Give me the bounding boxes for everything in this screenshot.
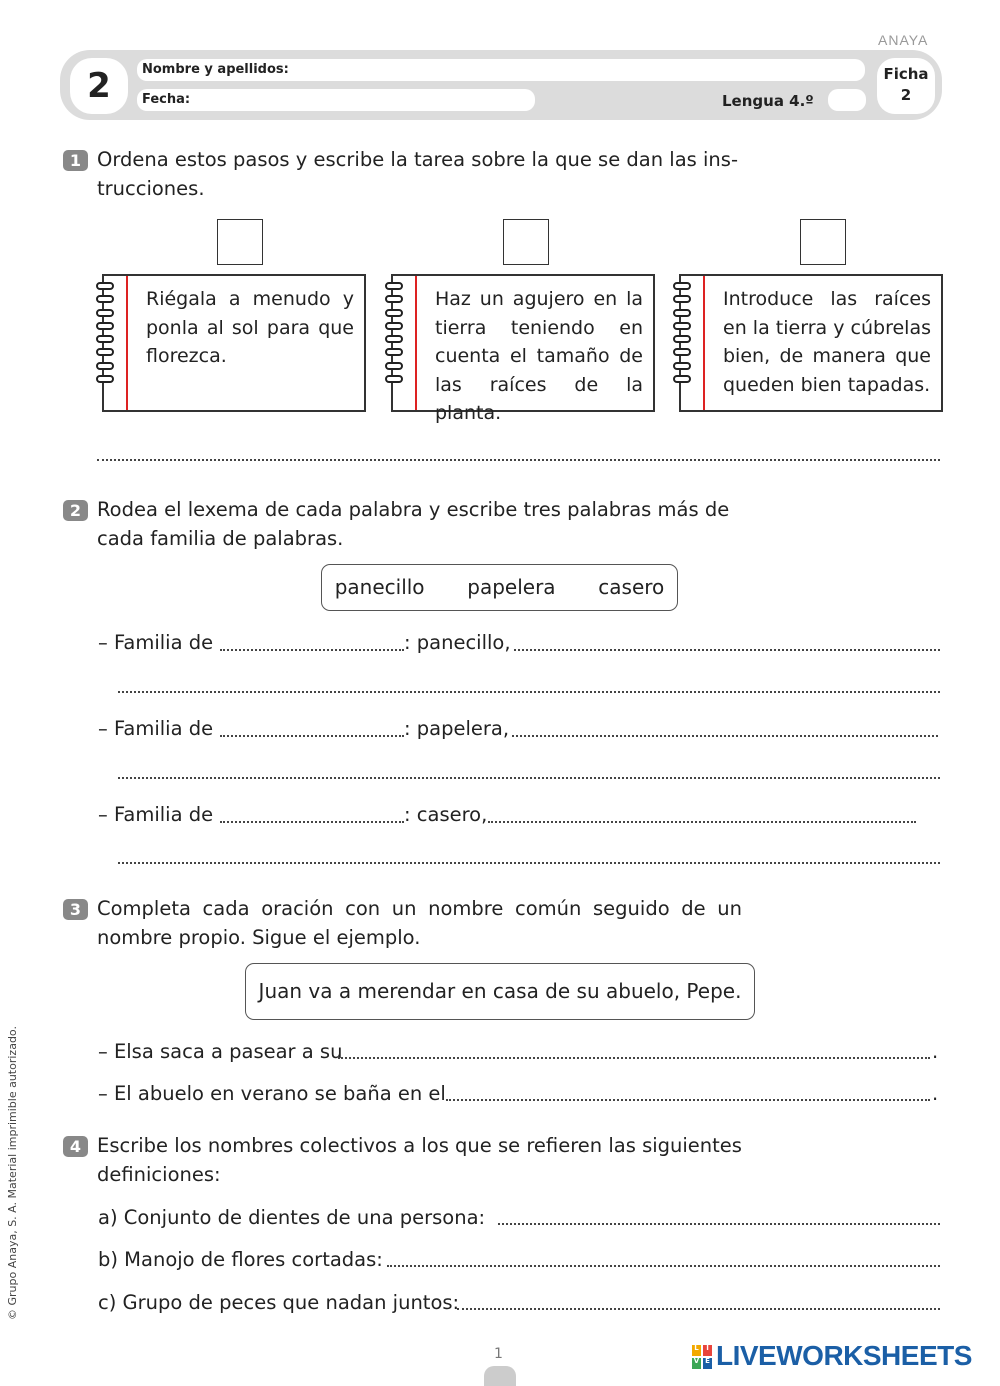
order-box-3[interactable] [800, 219, 846, 265]
family-lexeme-blank-1[interactable] [220, 649, 404, 651]
family-lexeme-blank-3[interactable] [220, 821, 404, 823]
family-word-2: : papelera, [404, 717, 510, 740]
margin-line [126, 276, 128, 410]
grade-field[interactable] [828, 89, 866, 111]
word-panecillo: panecillo [334, 575, 425, 599]
spiral-binding-icon [96, 282, 114, 388]
margin-line [415, 276, 417, 410]
exercise-2-number: 2 [63, 500, 88, 521]
order-box-1[interactable] [217, 219, 263, 265]
definition-c-blank[interactable] [457, 1308, 940, 1310]
liveworksheets-brand[interactable]: LIVEWORKSHEETS [716, 1340, 972, 1371]
ficha-badge [877, 58, 935, 114]
definition-a: a) Conjunto de dientes de una persona: [98, 1206, 486, 1229]
subject-label: Lengua 4.º [722, 92, 814, 110]
sentence-1-end: . [932, 1040, 939, 1063]
liveworksheets-logo-icon: L I V E [692, 1345, 712, 1369]
publisher-logo: ANAYA [878, 32, 929, 48]
copyright-notice: © Grupo Anaya, S. A. Material imprimible autorizado. [6, 1026, 19, 1320]
exercise-4-instruction: Escribe los nombres colectivos a los que se refieren las siguientes definiciones: [97, 1134, 742, 1186]
exercise-1-number: 1 [63, 150, 88, 171]
family-prefix-1: – Familia de [98, 631, 214, 654]
ficha-number: 2 [900, 86, 912, 104]
date-field[interactable]: Fecha: [137, 89, 535, 111]
instruction-card-2 [391, 274, 655, 424]
margin-line [703, 276, 705, 410]
definition-b-blank[interactable] [387, 1265, 940, 1267]
family-answer-1a[interactable] [514, 649, 940, 651]
sentence-2: – El abuelo en verano se baña en el [98, 1082, 446, 1105]
family-lexeme-blank-2[interactable] [220, 735, 404, 737]
exercise-3-number: 3 [63, 899, 88, 920]
exercise-1-instruction: Ordena estos pasos y escribe la tarea sobre la que se dan las ins-trucciones. [97, 148, 738, 200]
family-answer-2b[interactable] [118, 777, 940, 779]
sentence-1: – Elsa saca a pasear a su [98, 1040, 343, 1063]
family-answer-3a[interactable] [488, 821, 916, 823]
exercise-4-number: 4 [63, 1136, 88, 1157]
name-field[interactable]: Nombre y apellidos: [137, 59, 865, 81]
spiral-binding-icon [385, 282, 403, 388]
page-tab [484, 1366, 516, 1386]
page-number: 1 [494, 1346, 503, 1362]
answer-line-task[interactable] [97, 459, 940, 461]
instruction-card-1 [102, 274, 366, 412]
spiral-binding-icon [673, 282, 691, 388]
word-papelera: papelera [467, 575, 556, 599]
family-word-3: : casero, [404, 803, 488, 826]
family-answer-2a[interactable] [512, 735, 938, 737]
exercise-2-instruction: Rodea el lexema de cada palabra y escribe tres palabras más de cada familia de palabras. [97, 498, 730, 550]
family-word-1: : panecillo, [404, 631, 511, 654]
exercise-3-instruction: Completa cada oración con un nombre común seguido de un nombre propio. Sigue el ejemplo. [97, 897, 742, 949]
card-text: Introduce las raíces en la tierra y cúbrelas bien, de manera que queden bien tapadas. [723, 288, 931, 396]
sentence-2-end: . [932, 1082, 939, 1105]
definition-b: b) Manojo de flores cortadas: [98, 1248, 383, 1271]
sentence-2-blank[interactable] [446, 1099, 930, 1101]
family-prefix-2: – Familia de [98, 717, 214, 740]
family-answer-1b[interactable] [118, 691, 940, 693]
definition-c: c) Grupo de peces que nadan juntos: [98, 1291, 460, 1314]
example-sentence: Juan va a merendar en casa de su abuelo, Pepe. [245, 963, 755, 1020]
definition-a-blank[interactable] [498, 1223, 940, 1225]
order-box-2[interactable] [503, 219, 549, 265]
word-casero: casero [598, 575, 665, 599]
word-bank [321, 564, 678, 611]
card-text: Haz un agujero en la tierra teniendo en cuenta el tamaño de las raíces de la planta. [435, 288, 643, 424]
instruction-card-3 [679, 274, 943, 412]
card-text: Riégala a menudo y ponla al sol para que florezca. [146, 288, 354, 367]
ficha-label: Ficha [883, 65, 929, 83]
family-prefix-3: – Familia de [98, 803, 214, 826]
sentence-1-blank[interactable] [338, 1057, 930, 1059]
family-answer-3b[interactable] [118, 862, 940, 864]
worksheet-number: 2 [70, 58, 128, 114]
